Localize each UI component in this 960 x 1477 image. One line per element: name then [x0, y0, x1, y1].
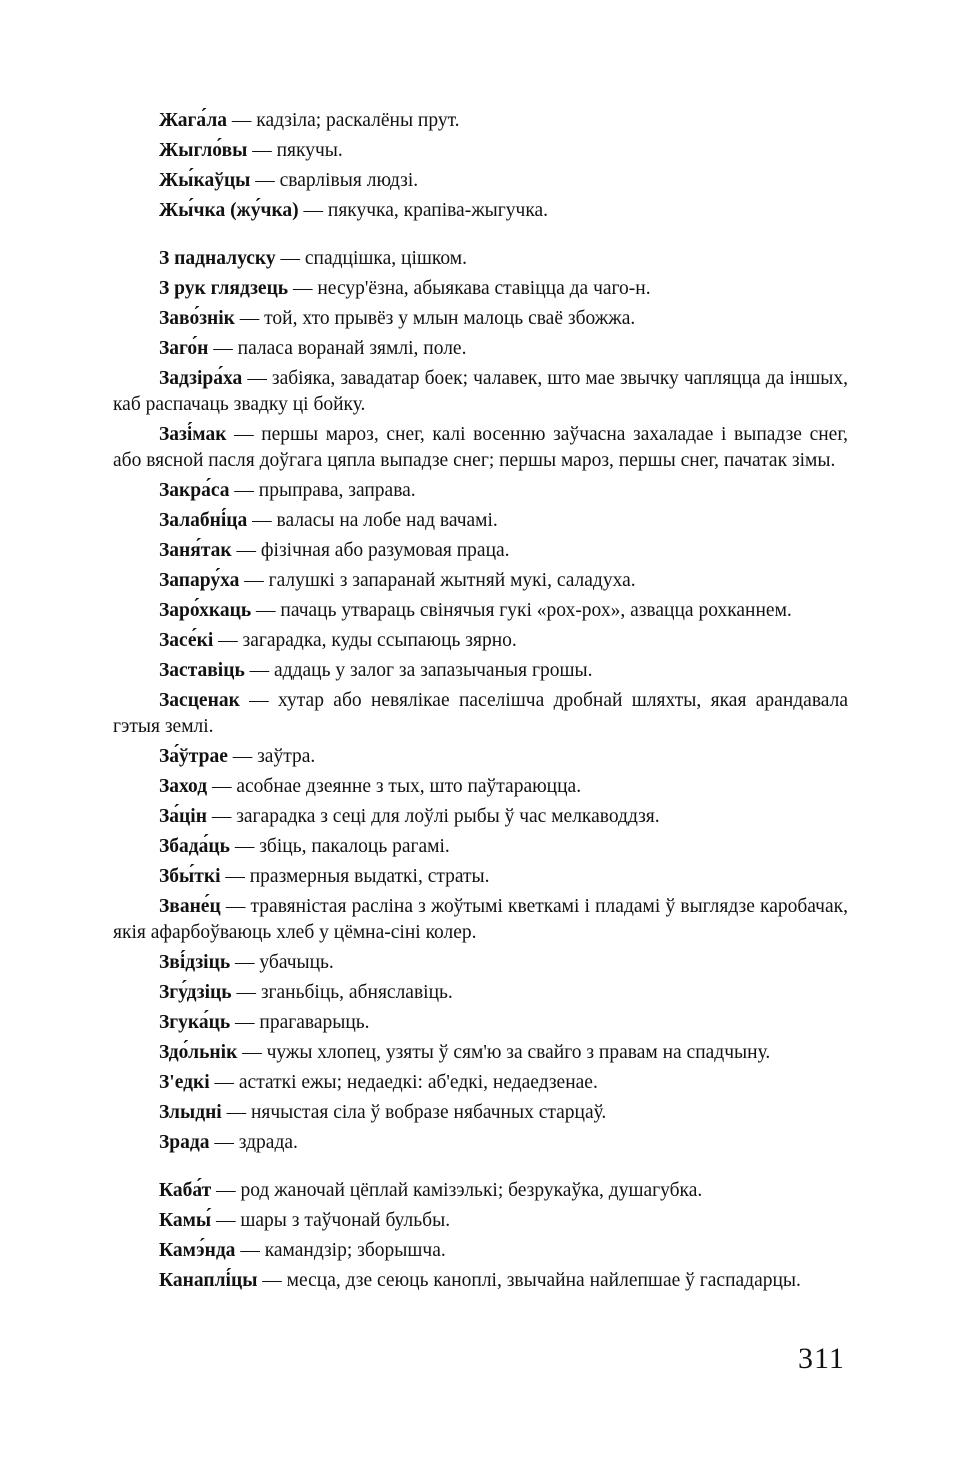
entry	[113, 774, 848, 800]
definition: — кадзіла; раскалёны прут.	[227, 110, 460, 131]
definition: — хутар або невялікае паселішча дробнай шляхты, якая арандавала гэтыя землі.	[113, 690, 848, 737]
entry	[113, 508, 848, 534]
definition: — першы мароз, снег, калі восенню заўчасна захаладае і выпадзе снег, або вясной пасля доўгага цяпла выпадзе снег; першы мароз, першы снег, пачатак зімы.	[113, 424, 848, 471]
headword: Камэ́нда	[159, 1240, 236, 1261]
definition: — здрада.	[209, 1132, 298, 1153]
headword: Заро́хкаць	[159, 600, 252, 621]
headword: Заход	[159, 776, 208, 797]
definition: — заўтра.	[227, 746, 316, 767]
headword: Злыдні	[159, 1102, 222, 1123]
headword: Зване́ц	[159, 896, 221, 917]
definition: — травяністая расліна з жоўтымі кветкамі і пладамі ў выглядзе каробачак, якія афарбоўваюць хлеб у цёмна-сіні колер.	[113, 896, 848, 943]
entry	[113, 1130, 848, 1156]
headword: Камы́	[159, 1210, 212, 1231]
definition: — несур'ёзна, абыякава ставіцца да чаго-н.	[288, 278, 651, 299]
definition: — асобнае дзеянне з тых, што паўтараюцца.	[207, 776, 582, 797]
headword: З'едкі	[159, 1072, 210, 1093]
entry	[113, 306, 848, 332]
headword: За́ўтрае	[159, 746, 228, 767]
definition: — валасы на лобе над вачамі.	[247, 510, 498, 531]
entry	[113, 336, 848, 362]
headword: Заво́знік	[159, 308, 235, 329]
headword: Жыгло́вы	[159, 140, 248, 161]
definition: — камандзір; зборышча.	[235, 1240, 446, 1261]
entry	[113, 276, 848, 302]
definition: — пачаць утвараць свінячыя гукі «рох-рох», азвацца рохканнем.	[251, 600, 792, 621]
headword: Заго́н	[159, 338, 209, 359]
entry	[113, 864, 848, 890]
headword: Задзіра́ха	[159, 368, 243, 389]
headword: Заставіць	[159, 660, 245, 681]
entry	[113, 568, 848, 594]
headword: Збада́ць	[159, 836, 230, 857]
headword: З рук глядзець	[159, 278, 289, 299]
definition: — род жаночай цёплай камізэлькі; безрукаўка, душагубка.	[211, 1180, 703, 1201]
headword: Засценак	[159, 690, 240, 711]
definition: — сварлівыя людзі.	[250, 170, 419, 191]
entry	[113, 894, 848, 946]
definition: — нячыстая сіла ў вобразе нябачных старцаў.	[221, 1102, 607, 1123]
headword: Здо́льнік	[159, 1042, 238, 1063]
definition: — паласа воранай зямлі, поле.	[208, 338, 467, 359]
entry	[113, 1010, 848, 1036]
page-number: 311	[798, 1342, 845, 1375]
entry	[113, 478, 848, 504]
entry	[113, 1040, 848, 1066]
entry	[113, 1100, 848, 1126]
definition: — той, хто прывёз у млын малоць сваё збожжа.	[234, 308, 636, 329]
headword: Запару́ха	[159, 570, 240, 591]
definition: — астаткі ежы; недаедкі: аб'едкі, недаедзенае.	[209, 1072, 598, 1093]
headword: Згу́дзіць	[159, 982, 232, 1003]
definition: — пякучы.	[247, 140, 343, 161]
headword: Каба́т	[159, 1180, 212, 1201]
headword: Збы́ткі	[159, 866, 221, 887]
headword: Згука́ць	[159, 1012, 231, 1033]
headword: Зві́дзіць	[159, 952, 231, 973]
definition: — шары з таўчонай бульбы.	[211, 1210, 451, 1231]
definition: — зганьбіць, абняславіць.	[231, 982, 453, 1003]
headword: За́цін	[159, 806, 207, 827]
entry	[113, 422, 848, 474]
headword: Засе́кі	[159, 630, 214, 651]
definition: — фізічная або разумовая праца.	[231, 540, 510, 561]
definition: — месца, дзе сеюць каноплі, звычайна найлепшае ў гаспадарцы.	[257, 1270, 801, 1291]
definition: — галушкі з запаранай жытняй мукі, саладуха.	[239, 570, 636, 591]
entry	[113, 1070, 848, 1096]
entry	[113, 138, 848, 164]
headword: Залабні́ца	[159, 510, 248, 531]
definition: — прагаварыць.	[230, 1012, 370, 1033]
definition: — празмерныя выдаткі, страты.	[220, 866, 490, 887]
entry	[113, 168, 848, 194]
definition: — збіць, пакалоць рагамі.	[229, 836, 450, 857]
entry	[113, 1238, 848, 1264]
definition: — забіяка, завадатар боек; чалавек, што мае звычку чапляцца да іншых, каб распачаць звадку ці бойку.	[113, 368, 848, 415]
headword: Канаплі́цы	[159, 1270, 258, 1291]
entry	[113, 950, 848, 976]
headword: Жага́ла	[159, 110, 228, 131]
definition: — чужы хлопец, узяты ў сям'ю за свайго з правам на спадчыну.	[237, 1042, 771, 1063]
entry	[113, 366, 848, 418]
dictionary-page	[113, 108, 848, 1298]
definition: — убачыць.	[230, 952, 334, 973]
entry	[113, 744, 848, 770]
headword: Жы́каўцы	[159, 170, 251, 191]
headword: Заня́так	[159, 540, 232, 561]
entry	[113, 1268, 848, 1294]
entry	[113, 628, 848, 654]
headword: Закра́са	[159, 480, 230, 501]
headword: Зазі́мак	[159, 424, 227, 445]
definition: — пякучка, крапіва-жыгучка.	[298, 200, 549, 221]
entry	[113, 1178, 848, 1204]
entry	[113, 198, 848, 224]
definition: — аддаць у залог за запазычаныя грошы.	[244, 660, 593, 681]
entry	[113, 658, 848, 684]
entry	[113, 246, 848, 272]
definition: — загарадка, куды ссыпаюць зярно.	[213, 630, 517, 651]
entry	[113, 980, 848, 1006]
entry	[113, 108, 848, 134]
definition: — загарадка з сеці для лоўлі рыбы ў час мелкаводдзя.	[206, 806, 660, 827]
entry	[113, 804, 848, 830]
entry	[113, 1208, 848, 1234]
entry	[113, 834, 848, 860]
entry	[113, 598, 848, 624]
entry	[113, 688, 848, 740]
headword: Зрада	[159, 1132, 210, 1153]
definition: — спадцішка, цішком.	[275, 248, 467, 269]
headword: З падналуску	[159, 248, 276, 269]
definition: — прыправа, заправа.	[229, 480, 416, 501]
entry	[113, 538, 848, 564]
headword: Жы́чка (жу́чка)	[159, 200, 299, 221]
